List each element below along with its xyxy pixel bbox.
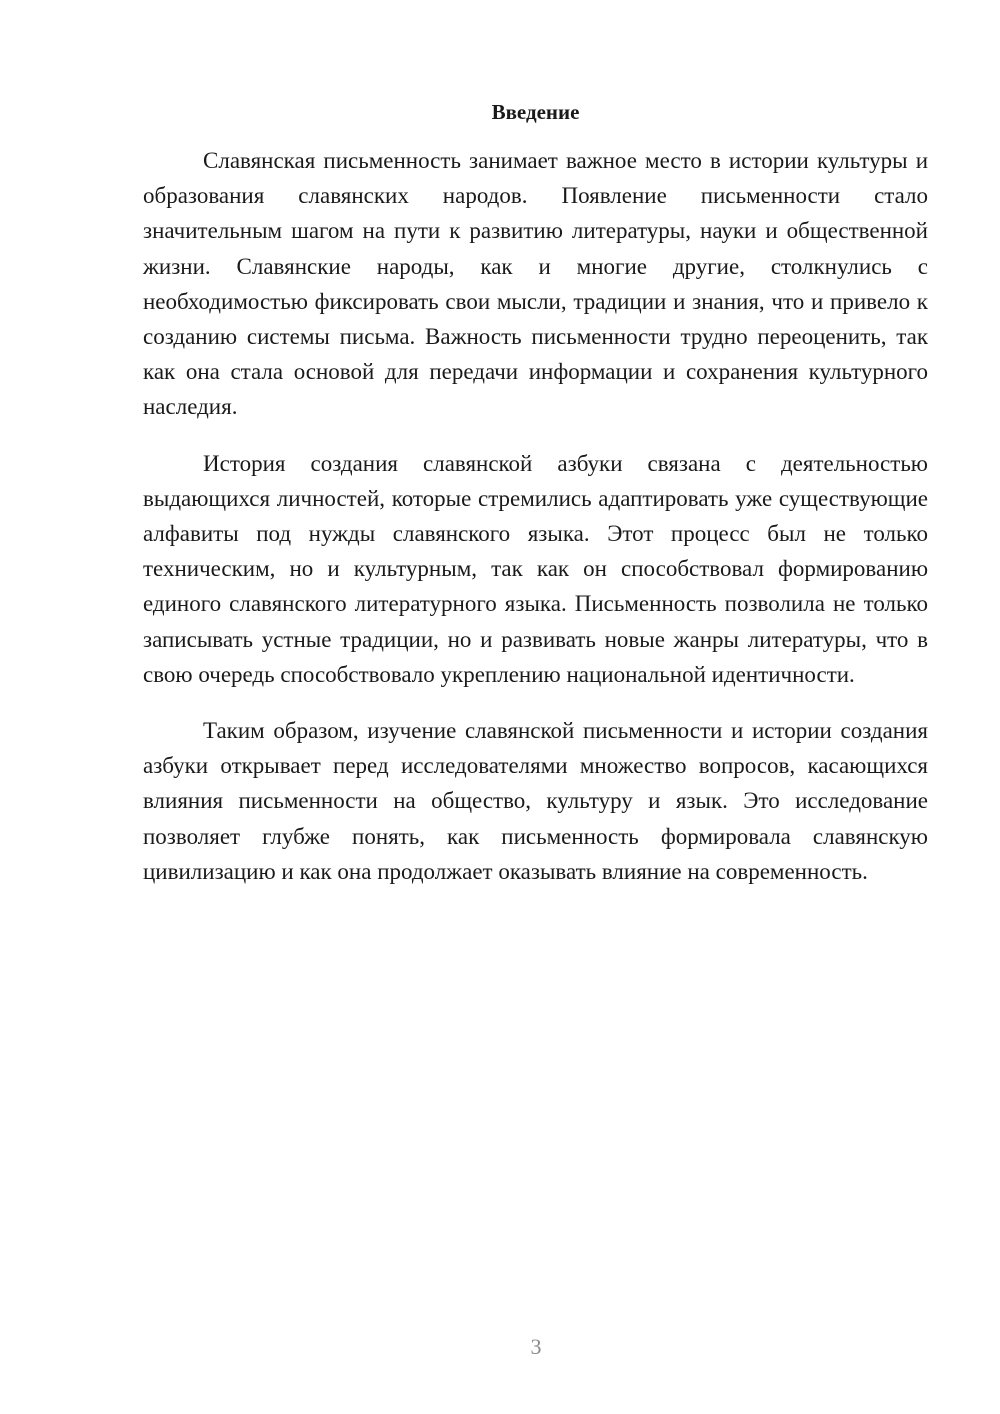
paragraph-2: История создания славянской азбуки связана с деятельностью выдающихся личностей, которые стремились адаптировать уже существующие алфавиты под нужды славянского языка. Этот процесс был не только техническим, но и культурным, так как он способствовал формированию единого славянского литературного языка. Письменность позволила не только записывать устные традиции, но и развивать новые жанры литературы, что в свою очередь способствовало укреплению национальной идентичности. — [143, 450, 928, 687]
paragraph-1: Славянская письменность занимает важное место в истории культуры и образования славянских народов. Появление письменности стало значительным шагом на пути к развитию литературы, науки и общественной жизни. Славянские народы, как и многие другие, столкнулись с необходимостью фиксировать свои мысли, традиции и знания, что и привело к созданию системы письма. Важность письменности трудно переоценить, так как она стала основой для передачи информации и сохранения культурного наследия. — [143, 148, 928, 420]
body-text — [143, 143, 928, 910]
paragraph-3: Таким образом, изучение славянской письменности и истории создания азбуки открывает перед исследователями множество вопросов, касающихся влияния письменности на общество, культуру и язык. Это исследование позволяет глубже понять, как письменность формировала славянскую цивилизацию и как она продолжает оказывать влияние на современность. — [143, 718, 928, 884]
page-number: 3 — [530, 1334, 542, 1359]
section-heading: Введение — [491, 100, 580, 124]
